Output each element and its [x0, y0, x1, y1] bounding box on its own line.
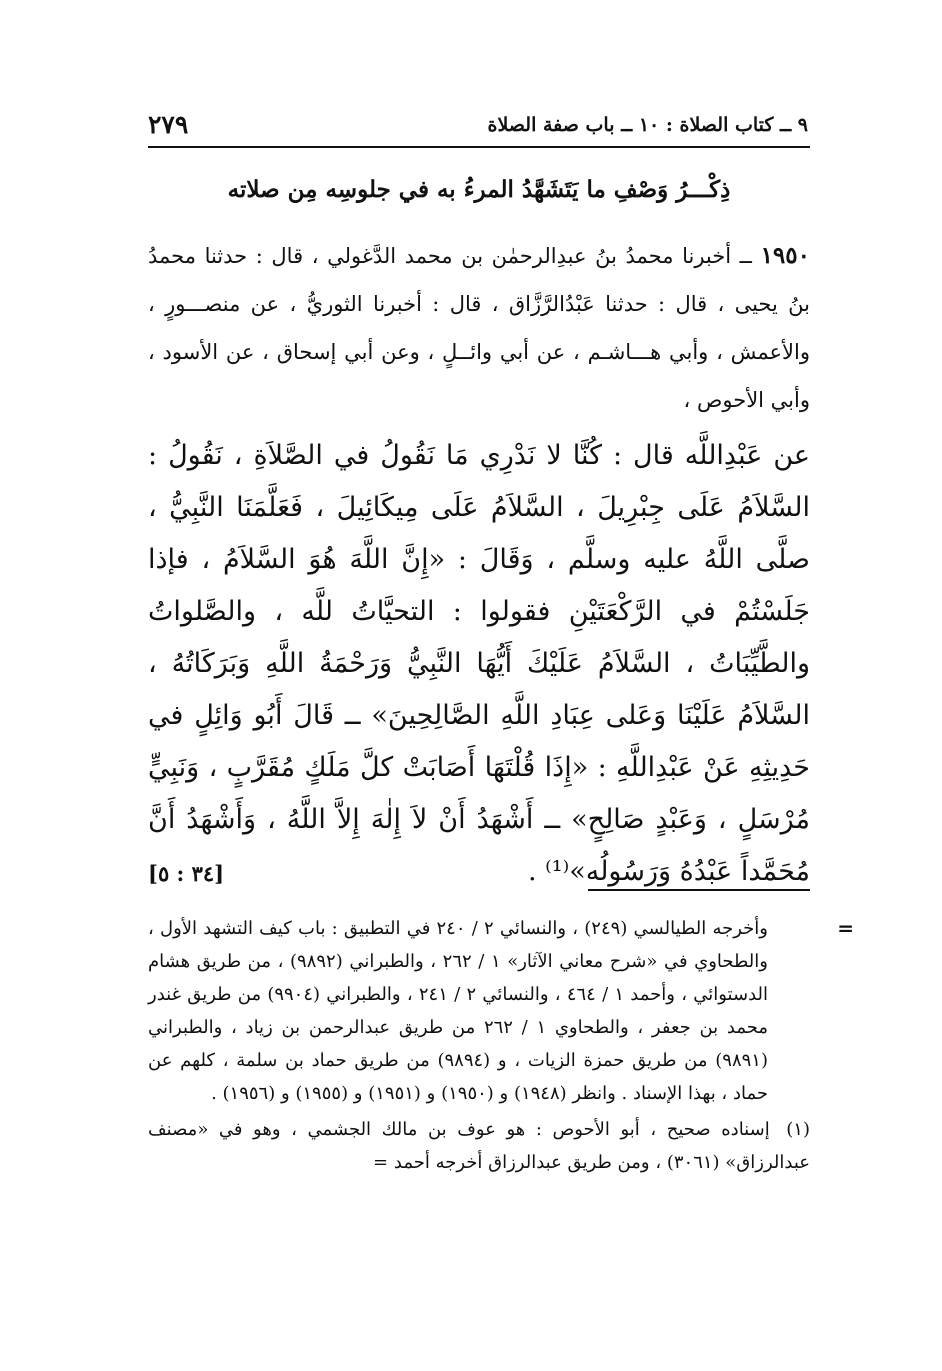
matn-text: عن عَبْدِاللَّه قال : كُنَّا لا نَدْرِي مَا نَقُولُ في الصَّلاَةِ ، نَقُولُ : السَّلاَمُ عَلَى جِبْرِيلَ ، السَّلاَمُ عَلَى مِيكَائِيلَ ، فَعَلَّمَنَا النَّبِيُّ ، صلَّى اللَّهُ عليه وسلَّم ، وَقَالَ : «إِنَّ اللَّهَ هُوَ السَّلاَمُ ، فإذا جَلَسْتُمْ في الرَّكْعَتَيْنِ فقولوا : التحيَّاتُ للَّه ، والصَّلواتُ والطَّيِّبَاتُ ، السَّلاَمُ عَلَيْكَ أَيُّهَا النَّبِيُّ وَرَحْمَةُ اللَّهِ وَبَرَكَاتُهُ ، السَّلاَمُ عَلَيْنَا وَعَلى عِبَادِ اللَّهِ الصَّالِحِينَ» ــ قَالَ أَبُو وَائِلٍ في حَدِيثِهِ عَنْ عَبْدِاللَّهِ : «إِذَا قُلْتَهَا أَصَابَتْ كلَّ مَلَكٍ مُقَرَّبٍ ، وَنَبِيٍّ مُرْسَلٍ ، وَعَبْدٍ صَالِحٍ» ــ أَشْهَدُ أَنْ لاَ إِلٰهَ إِلاَّ اللَّهُ ، وَأَشْهَدُ أَنَّ مُحَمَّداً عَبْدُهُ وَرَسُولُه»⁽¹⁾ .: [148, 440, 810, 887]
running-header: [148, 108, 808, 144]
footnote-1-marker: (١): [786, 1119, 810, 1140]
isnad-text: ــ أخبرنا محمدُ بنُ عبدِالرحمٰن بن محمد الدَّغولي ، قال : حدثنا محمدُ بنُ يحيى ، قال : حدثنا عَبْدُالرَّزَّاق ، قال : أخبرنا الثوريُّ ، عن منصـــورٍ ، والأعمش ، وأبي هـــاشـم ، عن أبي وائــلٍ ، وعن أبي إسحاق ، عن الأسود ، وأبي الأحوص ،: [148, 244, 810, 412]
section-title: ذِكْـــرُ وَصْفِ ما يَتَشَهَّدُ المرءُ به في جلوسِه مِن صلاته: [227, 176, 731, 203]
hadith-matn-block: [148, 430, 810, 900]
footnote-1-text: إسناده صحيح ، أبو الأحوص : هو عوف بن مالك الجشمي ، وهو في «مصنف عبدالرزاق» (٣٠٦١) ، ومن طريق عبدالرزاق أخرجه أحمد: [148, 1119, 810, 1173]
continuation-text: وأخرجه الطيالسي (٢٤٩) ، والنسائي ٢ / ٢٤٠ في التطبيق : باب كيف التشهد الأول ، والطحاوي في «شرح معاني الآثار» ١ / ٢٦٢ ، والطبراني (٩٨٩٢) ، من طريق هشام الدستوائي ، وأحمد ١ / ٤٦٤ ، والنسائي ٢ / ٢٤١ ، والطبراني (٩٩٠٤) من طريق غندر محمد بن جعفر ، والطحاوي ١ / ٢٦٢ من طريق عبدالرحمن بن زياد ، والطبراني (٩٨٩١) من طريق حمزة الزيات ، و (٩٨٩٤) من طريق حماد بن سلمة ، كلهم عن حماد ، بهذا الإسناد . وانظر (١٩٤٨) و (١٩٥٠) و (١٩٥١) و (١٩٥٥) و (١٩٥٦) .: [148, 918, 769, 1104]
hadith-isnad-block: [148, 232, 810, 424]
hadith-reference: [٣٤ : ٥]: [148, 861, 225, 886]
footnote-rule: [588, 889, 810, 891]
continuation-mark: =: [837, 916, 854, 940]
hadith-isnad: [148, 232, 810, 424]
running-title: ٩ ــ كتاب الصلاة : ١٠ ــ باب صفة الصلاة: [487, 114, 808, 136]
footnotes: [148, 912, 854, 1179]
footnote-end-mark: =: [373, 1152, 389, 1173]
footnote-continuation: [148, 912, 854, 1110]
header-rule: [148, 146, 810, 148]
hadith-matn: [148, 430, 810, 898]
footnote-1: [148, 1113, 810, 1179]
page-number: ٢٧٩: [148, 110, 189, 139]
hadith-number: ١٩٥٠: [760, 242, 810, 269]
